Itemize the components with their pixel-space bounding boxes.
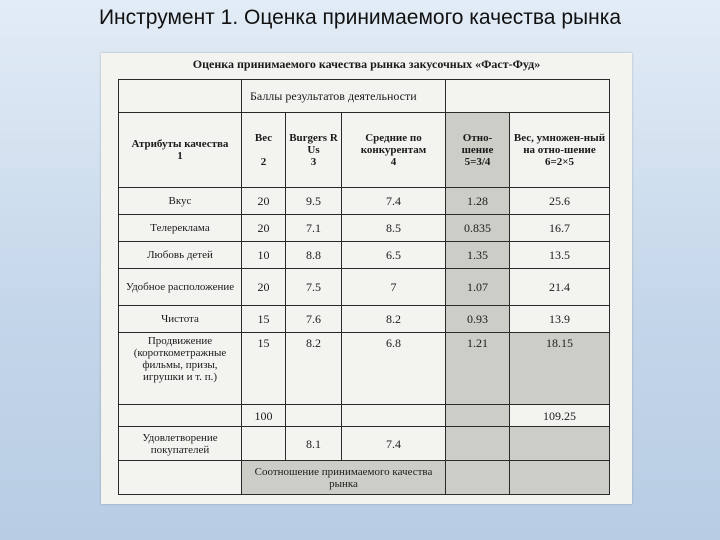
ratio-cell: 0.835: [446, 215, 510, 242]
group-header: Баллы результатов деятельности: [242, 80, 446, 113]
burgers-cell: 8.8: [286, 242, 342, 269]
table-row: [119, 306, 610, 333]
header-weighted-formula: 6=2×5: [544, 156, 575, 168]
header-weight-num: 2: [260, 156, 267, 168]
attribute-cell: Вкус: [119, 188, 242, 215]
attribute-cell: Чистота: [119, 306, 242, 333]
quality-table: [118, 79, 610, 495]
weighted-cell: 21.4: [510, 269, 610, 306]
weight-cell: 15: [242, 306, 286, 333]
satisfaction-row: [119, 427, 610, 461]
competitors-cell: 8.5: [342, 215, 446, 242]
header-competitors: [342, 113, 446, 188]
weight-cell: 20: [242, 188, 286, 215]
table-caption: Оценка принимаемого качества рынка закусочных «Фаст-Фуд»: [192, 57, 541, 71]
empty-cell: [119, 461, 242, 495]
weighted-cell: 13.9: [510, 306, 610, 333]
weighted-cell: 13.5: [510, 242, 610, 269]
ratio-cell: 1.28: [446, 188, 510, 215]
header-weighted-label: Вес, умножен-ный на отно-шение: [513, 132, 606, 156]
header-competitors-num: 4: [390, 156, 397, 168]
attribute-cell: Продвижение (короткометражные фильмы, призы, игрушки и т. п.): [119, 333, 242, 405]
total-weighted-cell: 109.25: [510, 405, 610, 427]
burgers-cell: 8.2: [286, 333, 342, 405]
satisfaction-label: Удовлетворение покупателей: [119, 427, 242, 461]
header-weight: [242, 113, 286, 188]
header-ratio-formula: 5=3/4: [464, 156, 491, 168]
total-row: [119, 405, 610, 427]
burgers-cell: 9.5: [286, 188, 342, 215]
satisfaction-competitors-cell: 7.4: [342, 427, 446, 461]
weighted-cell: 18.15: [510, 333, 610, 405]
slide-title: Инструмент 1. Оценка принимаемого качества рынка: [98, 6, 622, 29]
header-attributes-num: 1: [177, 150, 183, 162]
ratio-caption: Соотношение принимаемого качества рынка: [242, 461, 446, 495]
weighted-cell: 25.6: [510, 188, 610, 215]
header-attributes: [119, 113, 242, 188]
header-weighted: [510, 113, 610, 188]
table-row: [119, 188, 610, 215]
ratio-cell: 1.21: [446, 333, 510, 405]
header-burgers-label: Burgers R Us: [289, 132, 338, 156]
weight-cell: 10: [242, 242, 286, 269]
empty-cell: [342, 405, 446, 427]
empty-cell: [242, 427, 286, 461]
ratio-cell: 0.93: [446, 306, 510, 333]
empty-cell: [446, 427, 510, 461]
competitors-cell: 8.2: [342, 306, 446, 333]
header-attributes-label: Атрибуты качества: [131, 138, 229, 150]
ratio-caption-row: [119, 461, 610, 495]
competitors-cell: 6.8: [342, 333, 446, 405]
satisfaction-burgers-cell: 8.1: [286, 427, 342, 461]
weight-cell: 20: [242, 269, 286, 306]
header-burgers: [286, 113, 342, 188]
burgers-cell: 7.6: [286, 306, 342, 333]
weight-cell: 20: [242, 215, 286, 242]
header-ratio: [446, 113, 510, 188]
competitors-cell: 7.4: [342, 188, 446, 215]
table-row: [119, 215, 610, 242]
competitors-cell: 7: [342, 269, 446, 306]
attribute-cell: Любовь детей: [119, 242, 242, 269]
scanned-table-image: [101, 53, 632, 504]
competitors-cell: 6.5: [342, 242, 446, 269]
column-header-row: [119, 113, 610, 188]
ratio-cell: 1.07: [446, 269, 510, 306]
group-header-row: [119, 80, 610, 113]
empty-cell: [446, 461, 510, 495]
empty-cell: [446, 405, 510, 427]
header-weight-label: Вес: [254, 132, 273, 144]
table-row: [119, 269, 610, 306]
empty-cell: [286, 405, 342, 427]
weight-cell: 15: [242, 333, 286, 405]
attribute-cell: Телереклама: [119, 215, 242, 242]
header-competitors-label: Средние по конкурентам: [360, 132, 427, 156]
header-ratio-label: Отно-шение: [461, 132, 494, 156]
total-weight-cell: 100: [242, 405, 286, 427]
weighted-cell: 16.7: [510, 215, 610, 242]
empty-header-cell: [119, 80, 242, 113]
header-burgers-num: 3: [310, 156, 317, 168]
empty-cell: [510, 427, 610, 461]
empty-cell: [119, 405, 242, 427]
ratio-cell: 1.35: [446, 242, 510, 269]
burgers-cell: 7.1: [286, 215, 342, 242]
empty-cell: [510, 461, 610, 495]
table-row: [119, 242, 610, 269]
empty-header-cell: [446, 80, 610, 113]
attribute-cell: Удобное расположение: [119, 269, 242, 306]
burgers-cell: 7.5: [286, 269, 342, 306]
table-row: [119, 333, 610, 405]
